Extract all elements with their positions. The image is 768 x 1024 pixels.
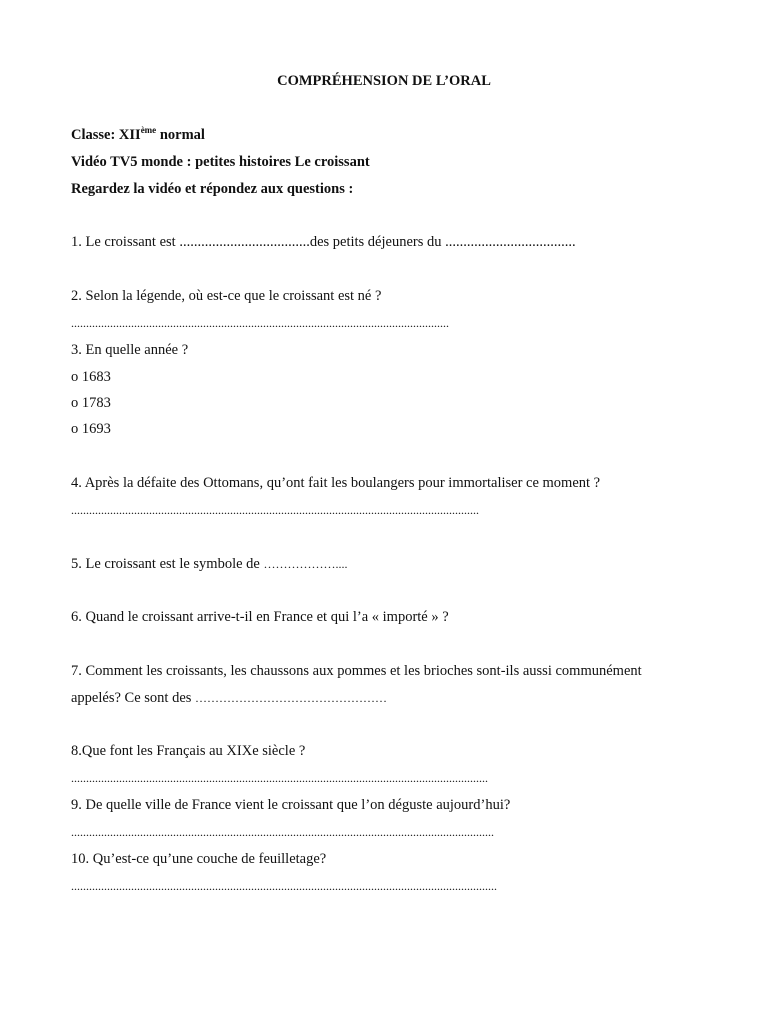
class-superscript: ème	[140, 125, 157, 135]
class-line	[71, 125, 205, 143]
question-9: 9. De quelle ville de France vient le croissant que l’on déguste aujourd’hui?	[71, 797, 511, 813]
answer-line-2: ..............................................................................................................................	[71, 316, 449, 330]
question-8: 8.Que font les Français au XIXe siècle ?	[71, 743, 306, 759]
document-title: COMPRÉHENSION DE L’ORAL	[277, 73, 491, 89]
question-7: 7. Comment les croissants, les chaussons aux pommes et les brioches sont-ils aussi communément	[71, 663, 642, 679]
video-line: Vidéo TV5 monde : petites histoires Le croissant	[71, 154, 370, 170]
question-5	[71, 557, 347, 572]
answer-line-9: .............................................................................................................................................	[71, 825, 494, 839]
answer-blank-5: ………………..	[263, 557, 342, 571]
question-3: 3. En quelle année ?	[71, 342, 189, 358]
question-2: 2. Selon la légende, où est-ce que le croissant est né ?	[71, 288, 382, 304]
option-1693: o 1693	[71, 421, 111, 437]
answer-line-4: ........................................................................................................................................	[71, 503, 479, 517]
question-5-text: 5. Le croissant est le symbole de	[71, 556, 264, 572]
option-1683: o 1683	[71, 369, 111, 385]
question-1: 1. Le croissant est ....................................des petits déjeuners du ....................................	[71, 234, 576, 250]
instruction-line: Regardez la vidéo et répondez aux questions :	[71, 181, 354, 197]
answer-line-8: ...........................................................................................................................................	[71, 771, 488, 785]
question-10: 10. Qu’est-ce qu’une couche de feuilletage?	[71, 851, 327, 867]
class-suffix: normal	[156, 127, 205, 143]
answer-blank-7: …………………………………………	[195, 691, 388, 705]
option-1783: o 1783	[71, 395, 111, 411]
class-label: Classe: XII	[71, 127, 141, 143]
answer-blank-5-end: ..	[341, 557, 348, 571]
question-7-text2: appelés? Ce sont des	[71, 690, 196, 706]
question-7-continued	[71, 691, 387, 706]
question-6: 6. Quand le croissant arrive-t-il en France et qui l’a « importé » ?	[71, 609, 449, 625]
answer-line-10: ..............................................................................................................................................	[71, 879, 497, 893]
question-4: 4. Après la défaite des Ottomans, qu’ont fait les boulangers pour immortaliser ce moment ?	[71, 475, 601, 491]
